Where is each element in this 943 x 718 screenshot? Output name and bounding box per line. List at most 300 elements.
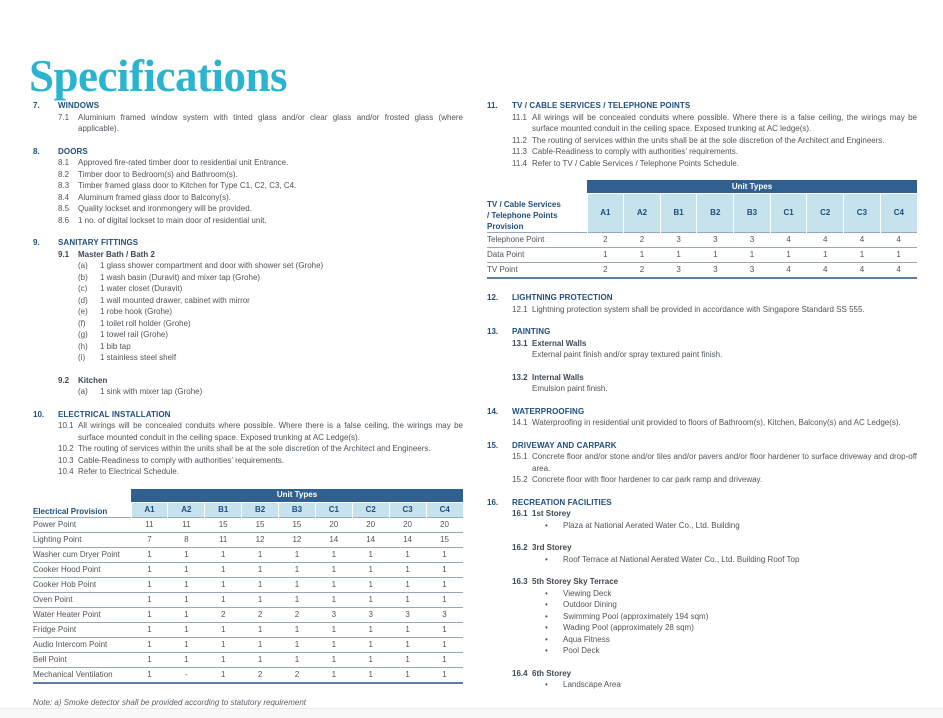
value-cell: 1 xyxy=(352,622,389,637)
row-label: Cooker Hob Point xyxy=(33,577,131,592)
value-cell: 1 xyxy=(242,637,279,652)
spec-item xyxy=(58,169,463,181)
item-number: 14.1 xyxy=(512,418,528,427)
section-blocks xyxy=(487,451,917,486)
value-cell: 1 xyxy=(131,592,168,607)
section-14 xyxy=(487,406,917,429)
value-cell: 1 xyxy=(205,637,242,652)
value-cell: 7 xyxy=(131,532,168,547)
row-label: TV Point xyxy=(487,263,587,279)
table-row xyxy=(33,532,463,547)
bullet-text: Plaza at National Aerated Water Co., Ltd. Building xyxy=(563,520,740,530)
spec-item xyxy=(58,180,463,192)
table-row xyxy=(33,547,463,562)
table-row xyxy=(33,577,463,592)
value-cell: 1 xyxy=(389,562,426,577)
value-cell: 11 xyxy=(168,517,205,532)
section-heading: PAINTING xyxy=(512,327,551,336)
spec-letter-item xyxy=(58,260,463,272)
section-number: 16. xyxy=(487,497,499,507)
value-cell: 1 xyxy=(697,248,734,263)
value-cell: 1 xyxy=(168,607,205,622)
value-cell: 1 xyxy=(279,577,316,592)
unit-type-column-header: C2 xyxy=(807,194,844,233)
subheading-title: External Walls xyxy=(532,338,587,348)
section-8 xyxy=(33,146,463,227)
subheading-title: 1st Storey xyxy=(532,509,571,518)
section-10 xyxy=(33,409,463,478)
letter-text: 1 wall mounted drawer, cabinet with mirror xyxy=(100,295,250,305)
value-cell: 1 xyxy=(315,667,352,683)
value-cell: 4 xyxy=(770,263,807,279)
corner-label-line: Provision xyxy=(487,222,524,231)
table-row xyxy=(33,592,463,607)
item-number: 8.4 xyxy=(58,192,70,202)
bullet-text: Aqua Fitness xyxy=(563,634,610,644)
bullet-item xyxy=(512,622,917,634)
row-label: Data Point xyxy=(487,248,587,263)
section-heading-row xyxy=(487,292,917,304)
section-heading: LIGHTNING PROTECTION xyxy=(512,293,613,302)
section-blocks xyxy=(487,508,917,691)
value-cell: 20 xyxy=(352,517,389,532)
spec-subheading xyxy=(512,338,917,350)
tv-telephone-points-table xyxy=(487,180,917,279)
value-cell: - xyxy=(168,667,205,683)
section-number: 11. xyxy=(487,101,498,110)
value-cell: 4 xyxy=(770,233,807,248)
item-text: Cable-Readiness to comply with authorities’ requirements. xyxy=(532,147,739,156)
value-cell: 1 xyxy=(279,547,316,562)
row-label: Telephone Point xyxy=(487,233,587,248)
value-cell: 3 xyxy=(426,607,463,622)
value-cell: 11 xyxy=(131,517,168,532)
spec-letter-item xyxy=(58,352,463,364)
section-15 xyxy=(487,440,917,486)
section-blocks xyxy=(33,112,463,135)
unit-type-column-header: C2 xyxy=(352,502,389,517)
value-cell: 1 xyxy=(242,547,279,562)
section-7 xyxy=(33,100,463,135)
value-cell: 1 xyxy=(426,547,463,562)
value-cell: 15 xyxy=(426,532,463,547)
spec-subheading xyxy=(58,375,463,387)
value-cell: 3 xyxy=(734,263,771,279)
subheading-title: Master Bath / Bath 2 xyxy=(78,249,155,259)
value-cell: 1 xyxy=(352,562,389,577)
letter-marker: (i) xyxy=(78,353,86,362)
value-cell: 1 xyxy=(242,652,279,667)
spec-item xyxy=(58,420,463,443)
section-11 xyxy=(487,100,917,169)
value-cell: 15 xyxy=(242,517,279,532)
subheading-title: Internal Walls xyxy=(532,372,584,382)
value-cell: 1 xyxy=(389,637,426,652)
item-text: The routing of services within the units shall be at the sole discretion of the Architect and Engineers. xyxy=(532,135,885,145)
section-blocks xyxy=(33,157,463,226)
value-cell: 1 xyxy=(242,592,279,607)
unit-type-column-header: C1 xyxy=(315,502,352,517)
value-cell: 4 xyxy=(807,263,844,279)
spec-text: External paint finish and/or spray textured paint finish. xyxy=(532,350,723,359)
item-text: 1 no. of digital lockset to main door of residential unit. xyxy=(78,215,267,225)
bullet-item xyxy=(512,645,917,657)
table-header-row xyxy=(487,180,917,194)
value-cell: 1 xyxy=(624,248,661,263)
unit-type-column-header: C4 xyxy=(880,194,917,233)
table-corner-empty xyxy=(33,489,131,503)
bullet-item xyxy=(512,599,917,611)
section-heading-row xyxy=(33,146,463,158)
value-cell: 1 xyxy=(315,547,352,562)
table-row xyxy=(33,622,463,637)
section-blocks xyxy=(487,304,917,316)
page-title: Specifications xyxy=(29,51,287,102)
value-cell: 1 xyxy=(131,607,168,622)
item-text: The routing of services within the units shall be at the sole discretion of the Architect and Engineers. xyxy=(78,444,431,453)
item-text: Timber framed glass door to Kitchen for Type C1, C2, C3, C4. xyxy=(78,181,297,190)
item-text: Timber door to Bedroom(s) and Bathroom(s). xyxy=(78,169,238,179)
value-cell: 1 xyxy=(315,622,352,637)
value-cell: 1 xyxy=(131,667,168,683)
spec-item xyxy=(512,417,917,429)
value-cell: 3 xyxy=(734,233,771,248)
value-cell: 1 xyxy=(426,562,463,577)
value-cell: 1 xyxy=(352,592,389,607)
value-cell: 2 xyxy=(242,607,279,622)
value-cell: 2 xyxy=(624,263,661,279)
value-cell: 1 xyxy=(205,652,242,667)
bullet-item xyxy=(512,520,917,532)
spec-item xyxy=(58,443,463,455)
value-cell: 1 xyxy=(131,577,168,592)
bullet-text: Pool Deck xyxy=(563,646,600,655)
bullet-text: Swimming Pool (approximately 194 sqm) xyxy=(563,611,709,621)
bullet-marker: • xyxy=(545,634,548,644)
table-header-row xyxy=(33,489,463,503)
bullet-text: Viewing Deck xyxy=(563,588,612,598)
letter-text: 1 sink with mixer tap (Grohe) xyxy=(100,387,203,396)
item-number: 8.3 xyxy=(58,181,70,190)
value-cell: 1 xyxy=(389,592,426,607)
value-cell: 12 xyxy=(279,532,316,547)
value-cell: 1 xyxy=(279,637,316,652)
value-cell: 1 xyxy=(352,547,389,562)
value-cell: 1 xyxy=(315,592,352,607)
value-cell: 4 xyxy=(880,233,917,248)
bullet-text: Roof Terrace at National Aerated Water Co., Ltd. Building Roof Top xyxy=(563,554,800,564)
value-cell: 3 xyxy=(315,607,352,622)
unit-type-column-header: B2 xyxy=(242,502,279,517)
subheading-number: 16.3 xyxy=(512,577,528,586)
section-number: 7. xyxy=(33,101,40,110)
value-cell: 1 xyxy=(389,667,426,683)
row-label: Water Heater Point xyxy=(33,607,131,622)
subheading-title: 5th Storey Sky Terrace xyxy=(532,577,619,586)
value-cell: 4 xyxy=(844,263,881,279)
value-cell: 1 xyxy=(315,637,352,652)
spec-item xyxy=(512,304,917,316)
electrical-provision-table xyxy=(33,489,463,684)
value-cell: 1 xyxy=(242,562,279,577)
value-cell: 3 xyxy=(697,263,734,279)
subheading-title: Kitchen xyxy=(78,375,108,385)
section-16 xyxy=(487,497,917,691)
value-cell: 1 xyxy=(807,248,844,263)
section-heading: WINDOWS xyxy=(58,101,100,110)
value-cell: 1 xyxy=(168,652,205,667)
value-cell: 1 xyxy=(279,652,316,667)
spec-subheading xyxy=(512,372,917,384)
table-row xyxy=(487,233,917,248)
unit-type-column-header: A2 xyxy=(168,502,205,517)
item-text: Aluminium framed window system with tinted glass and/or clear glass and/or frosted glass (where applicable). xyxy=(78,112,463,133)
subheading-number: 9.2 xyxy=(58,375,70,385)
value-cell: 8 xyxy=(168,532,205,547)
table-corner-label: Electrical Provision xyxy=(33,502,131,517)
letter-text: 1 stainless steel shelf xyxy=(100,353,177,362)
spec-letter-item xyxy=(58,306,463,318)
value-cell: 14 xyxy=(315,532,352,547)
value-cell: 1 xyxy=(131,622,168,637)
value-cell: 1 xyxy=(205,622,242,637)
unit-type-column-header: C1 xyxy=(770,194,807,233)
subheading-number: 16.4 xyxy=(512,668,528,678)
section-number: 13. xyxy=(487,327,499,336)
spec-letter-item xyxy=(58,386,463,398)
value-cell: 4 xyxy=(844,233,881,248)
spec-item xyxy=(512,112,917,135)
section-blocks xyxy=(487,417,917,429)
section-number: 10. xyxy=(33,409,45,419)
value-cell: 20 xyxy=(315,517,352,532)
unit-type-column-header: C3 xyxy=(844,194,881,233)
unit-types-header: Unit Types xyxy=(131,489,463,503)
value-cell: 1 xyxy=(279,562,316,577)
value-cell: 1 xyxy=(734,248,771,263)
letter-text: 1 towel rail (Grohe) xyxy=(100,330,169,339)
subheading-title: 6th Storey xyxy=(532,668,572,678)
value-cell: 1 xyxy=(660,248,697,263)
value-cell: 1 xyxy=(389,577,426,592)
bullet-text: Outdoor Dining xyxy=(563,600,617,609)
bullet-item xyxy=(512,554,917,566)
letter-text: 1 robe hook (Grohe) xyxy=(100,307,173,316)
left-column xyxy=(33,100,463,708)
item-number: 15.1 xyxy=(512,452,528,461)
bullet-marker: • xyxy=(545,680,548,689)
row-label: Power Point xyxy=(33,517,131,532)
letter-marker: (c) xyxy=(78,284,88,293)
value-cell: 1 xyxy=(131,637,168,652)
item-number: 10.2 xyxy=(58,444,74,453)
item-number: 15.2 xyxy=(512,475,528,484)
section-heading-row xyxy=(487,100,917,112)
spec-letter-item xyxy=(58,341,463,353)
bullet-text: Wading Pool (approximately 28 sqm) xyxy=(563,623,694,632)
spec-letter-item xyxy=(58,272,463,284)
section-heading: ELECTRICAL INSTALLATION xyxy=(58,409,171,419)
item-number: 8.6 xyxy=(58,215,70,225)
subheading-number: 16.2 xyxy=(512,543,528,552)
section-blocks xyxy=(33,249,463,398)
item-text: Refer to TV / Cable Services / Telephone Points Schedule. xyxy=(532,158,739,168)
unit-type-columns-row xyxy=(33,502,463,517)
value-cell: 20 xyxy=(426,517,463,532)
letter-text: 1 wash basin (Duravit) and mixer tap (Grohe) xyxy=(100,272,261,282)
value-cell: 4 xyxy=(880,263,917,279)
unit-types-header: Unit Types xyxy=(587,180,917,194)
value-cell: 15 xyxy=(279,517,316,532)
value-cell: 2 xyxy=(587,263,624,279)
value-cell: 12 xyxy=(242,532,279,547)
spec-subheading xyxy=(512,542,917,554)
value-cell: 3 xyxy=(660,233,697,248)
value-cell: 20 xyxy=(389,517,426,532)
value-cell: 1 xyxy=(426,637,463,652)
section-heading-row xyxy=(487,406,917,418)
bullet-marker: • xyxy=(545,646,548,655)
subheading-number: 13.1 xyxy=(512,338,528,348)
letter-marker: (f) xyxy=(78,318,86,328)
section-heading-row xyxy=(487,326,917,338)
value-cell: 1 xyxy=(389,547,426,562)
value-cell: 1 xyxy=(242,577,279,592)
item-text: Concrete floor with floor hardener to car park ramp and driveway. xyxy=(532,475,763,484)
item-number: 11.3 xyxy=(512,147,527,156)
section-number: 12. xyxy=(487,293,499,302)
value-cell: 1 xyxy=(770,248,807,263)
value-cell: 2 xyxy=(279,607,316,622)
right-column xyxy=(487,100,917,702)
spec-item xyxy=(512,451,917,474)
value-cell: 1 xyxy=(242,622,279,637)
value-cell: 1 xyxy=(315,562,352,577)
bullet-marker: • xyxy=(545,600,548,609)
letter-text: 1 bib tap xyxy=(100,341,131,351)
item-text: Waterproofing in residential unit provided to floors of Bathroom(s), Kitchen, Balcony(s) and AC Ledge(s). xyxy=(532,418,901,427)
table-row xyxy=(33,637,463,652)
section-blocks xyxy=(487,112,917,170)
letter-marker: (a) xyxy=(78,261,88,270)
value-cell: 11 xyxy=(205,532,242,547)
row-label: Oven Point xyxy=(33,592,131,607)
value-cell: 1 xyxy=(426,652,463,667)
value-cell: 1 xyxy=(205,562,242,577)
table-note: Note: a) Smoke detector shall be provided according to statutory requirement xyxy=(33,697,307,707)
item-number: 10.4 xyxy=(58,467,74,476)
value-cell: 1 xyxy=(131,562,168,577)
value-cell: 2 xyxy=(587,233,624,248)
section-12 xyxy=(487,292,917,315)
row-label: Audio Intercom Point xyxy=(33,637,131,652)
item-text: All wirings will be concealed conduits where possible. Where there is a false ceiling, the wirings may be surface mounted conduit in the ceiling space. Exposed trunking at AC ledge(s). xyxy=(532,112,917,133)
value-cell: 1 xyxy=(352,667,389,683)
row-label: Lighting Point xyxy=(33,532,131,547)
letter-text: 1 water closet (Duravit) xyxy=(100,284,183,293)
value-cell: 2 xyxy=(624,233,661,248)
value-cell: 1 xyxy=(426,667,463,683)
spec-letter-item xyxy=(58,329,463,341)
section-13 xyxy=(487,326,917,395)
table-row xyxy=(487,263,917,279)
value-cell: 1 xyxy=(131,547,168,562)
spec-item xyxy=(512,158,917,170)
subheading-number: 9.1 xyxy=(58,249,70,259)
spec-item xyxy=(58,203,463,215)
item-text: Lightning protection system shall be provided in accordance with Singapore Standard SS 555. xyxy=(532,304,865,314)
spec-item xyxy=(58,455,463,467)
unit-type-column-header: A1 xyxy=(131,502,168,517)
spec-subheading xyxy=(512,576,917,588)
value-cell: 1 xyxy=(168,592,205,607)
item-number: 10.1 xyxy=(58,421,74,430)
section-number: 14. xyxy=(487,406,499,416)
item-text: Approved fire-rated timber door to residential unit Entrance. xyxy=(78,158,289,167)
section-heading-row xyxy=(33,237,463,249)
value-cell: 1 xyxy=(844,248,881,263)
section-heading: SANITARY FITTINGS xyxy=(58,238,139,247)
spec-letter-item xyxy=(58,283,463,295)
spec-text: Emulsion paint finish. xyxy=(532,384,608,393)
letter-text: 1 toilet roll holder (Grohe) xyxy=(100,318,191,328)
item-number: 12.1 xyxy=(512,304,528,314)
item-text: Concrete floor and/or stone and/or tiles and/or pavers and/or floor hardener to surface driveway and drop-off area. xyxy=(532,452,917,473)
value-cell: 1 xyxy=(352,637,389,652)
value-cell: 15 xyxy=(205,517,242,532)
row-label: Bell Point xyxy=(33,652,131,667)
value-cell: 1 xyxy=(168,622,205,637)
spec-item xyxy=(58,112,463,135)
row-label: Cooker Hood Point xyxy=(33,562,131,577)
letter-marker: (a) xyxy=(78,387,88,396)
value-cell: 1 xyxy=(168,637,205,652)
spec-letter-item xyxy=(58,295,463,307)
letter-text: 1 glass shower compartment and door with shower set (Grohe) xyxy=(100,261,324,270)
item-number: 10.3 xyxy=(58,455,74,465)
subheading-title: 3rd Storey xyxy=(532,543,572,552)
value-cell: 14 xyxy=(389,532,426,547)
value-cell: 1 xyxy=(426,577,463,592)
section-heading-row xyxy=(33,100,463,112)
section-heading: RECREATION FACILITIES xyxy=(512,497,612,507)
value-cell: 1 xyxy=(279,622,316,637)
value-cell: 1 xyxy=(315,652,352,667)
unit-type-column-header: B3 xyxy=(734,194,771,233)
value-cell: 1 xyxy=(205,547,242,562)
bullet-item xyxy=(512,588,917,600)
section-blocks xyxy=(487,338,917,395)
table-row xyxy=(33,607,463,622)
item-number: 11.4 xyxy=(512,158,527,168)
value-cell: 1 xyxy=(205,577,242,592)
value-cell: 4 xyxy=(807,233,844,248)
letter-marker: (b) xyxy=(78,272,88,282)
item-text: All wirings will be concealed conduits where possible. Where there is a false ceiling, the wirings may be surface mounted conduit in the ceiling space. Exposed trunking at AC Ledge(s). xyxy=(78,421,463,442)
spec-item xyxy=(58,215,463,227)
value-cell: 1 xyxy=(587,248,624,263)
section-heading: WATERPROOFING xyxy=(512,406,585,416)
spec-item xyxy=(512,135,917,147)
section-heading: TV / CABLE SERVICES / TELEPHONE POINTS xyxy=(512,101,691,110)
value-cell: 1 xyxy=(389,622,426,637)
value-cell: 3 xyxy=(660,263,697,279)
unit-type-column-header: C4 xyxy=(426,502,463,517)
spec-subheading xyxy=(58,249,463,261)
unit-type-column-header: B3 xyxy=(279,502,316,517)
section-number: 9. xyxy=(33,238,40,247)
spec-item xyxy=(58,466,463,478)
